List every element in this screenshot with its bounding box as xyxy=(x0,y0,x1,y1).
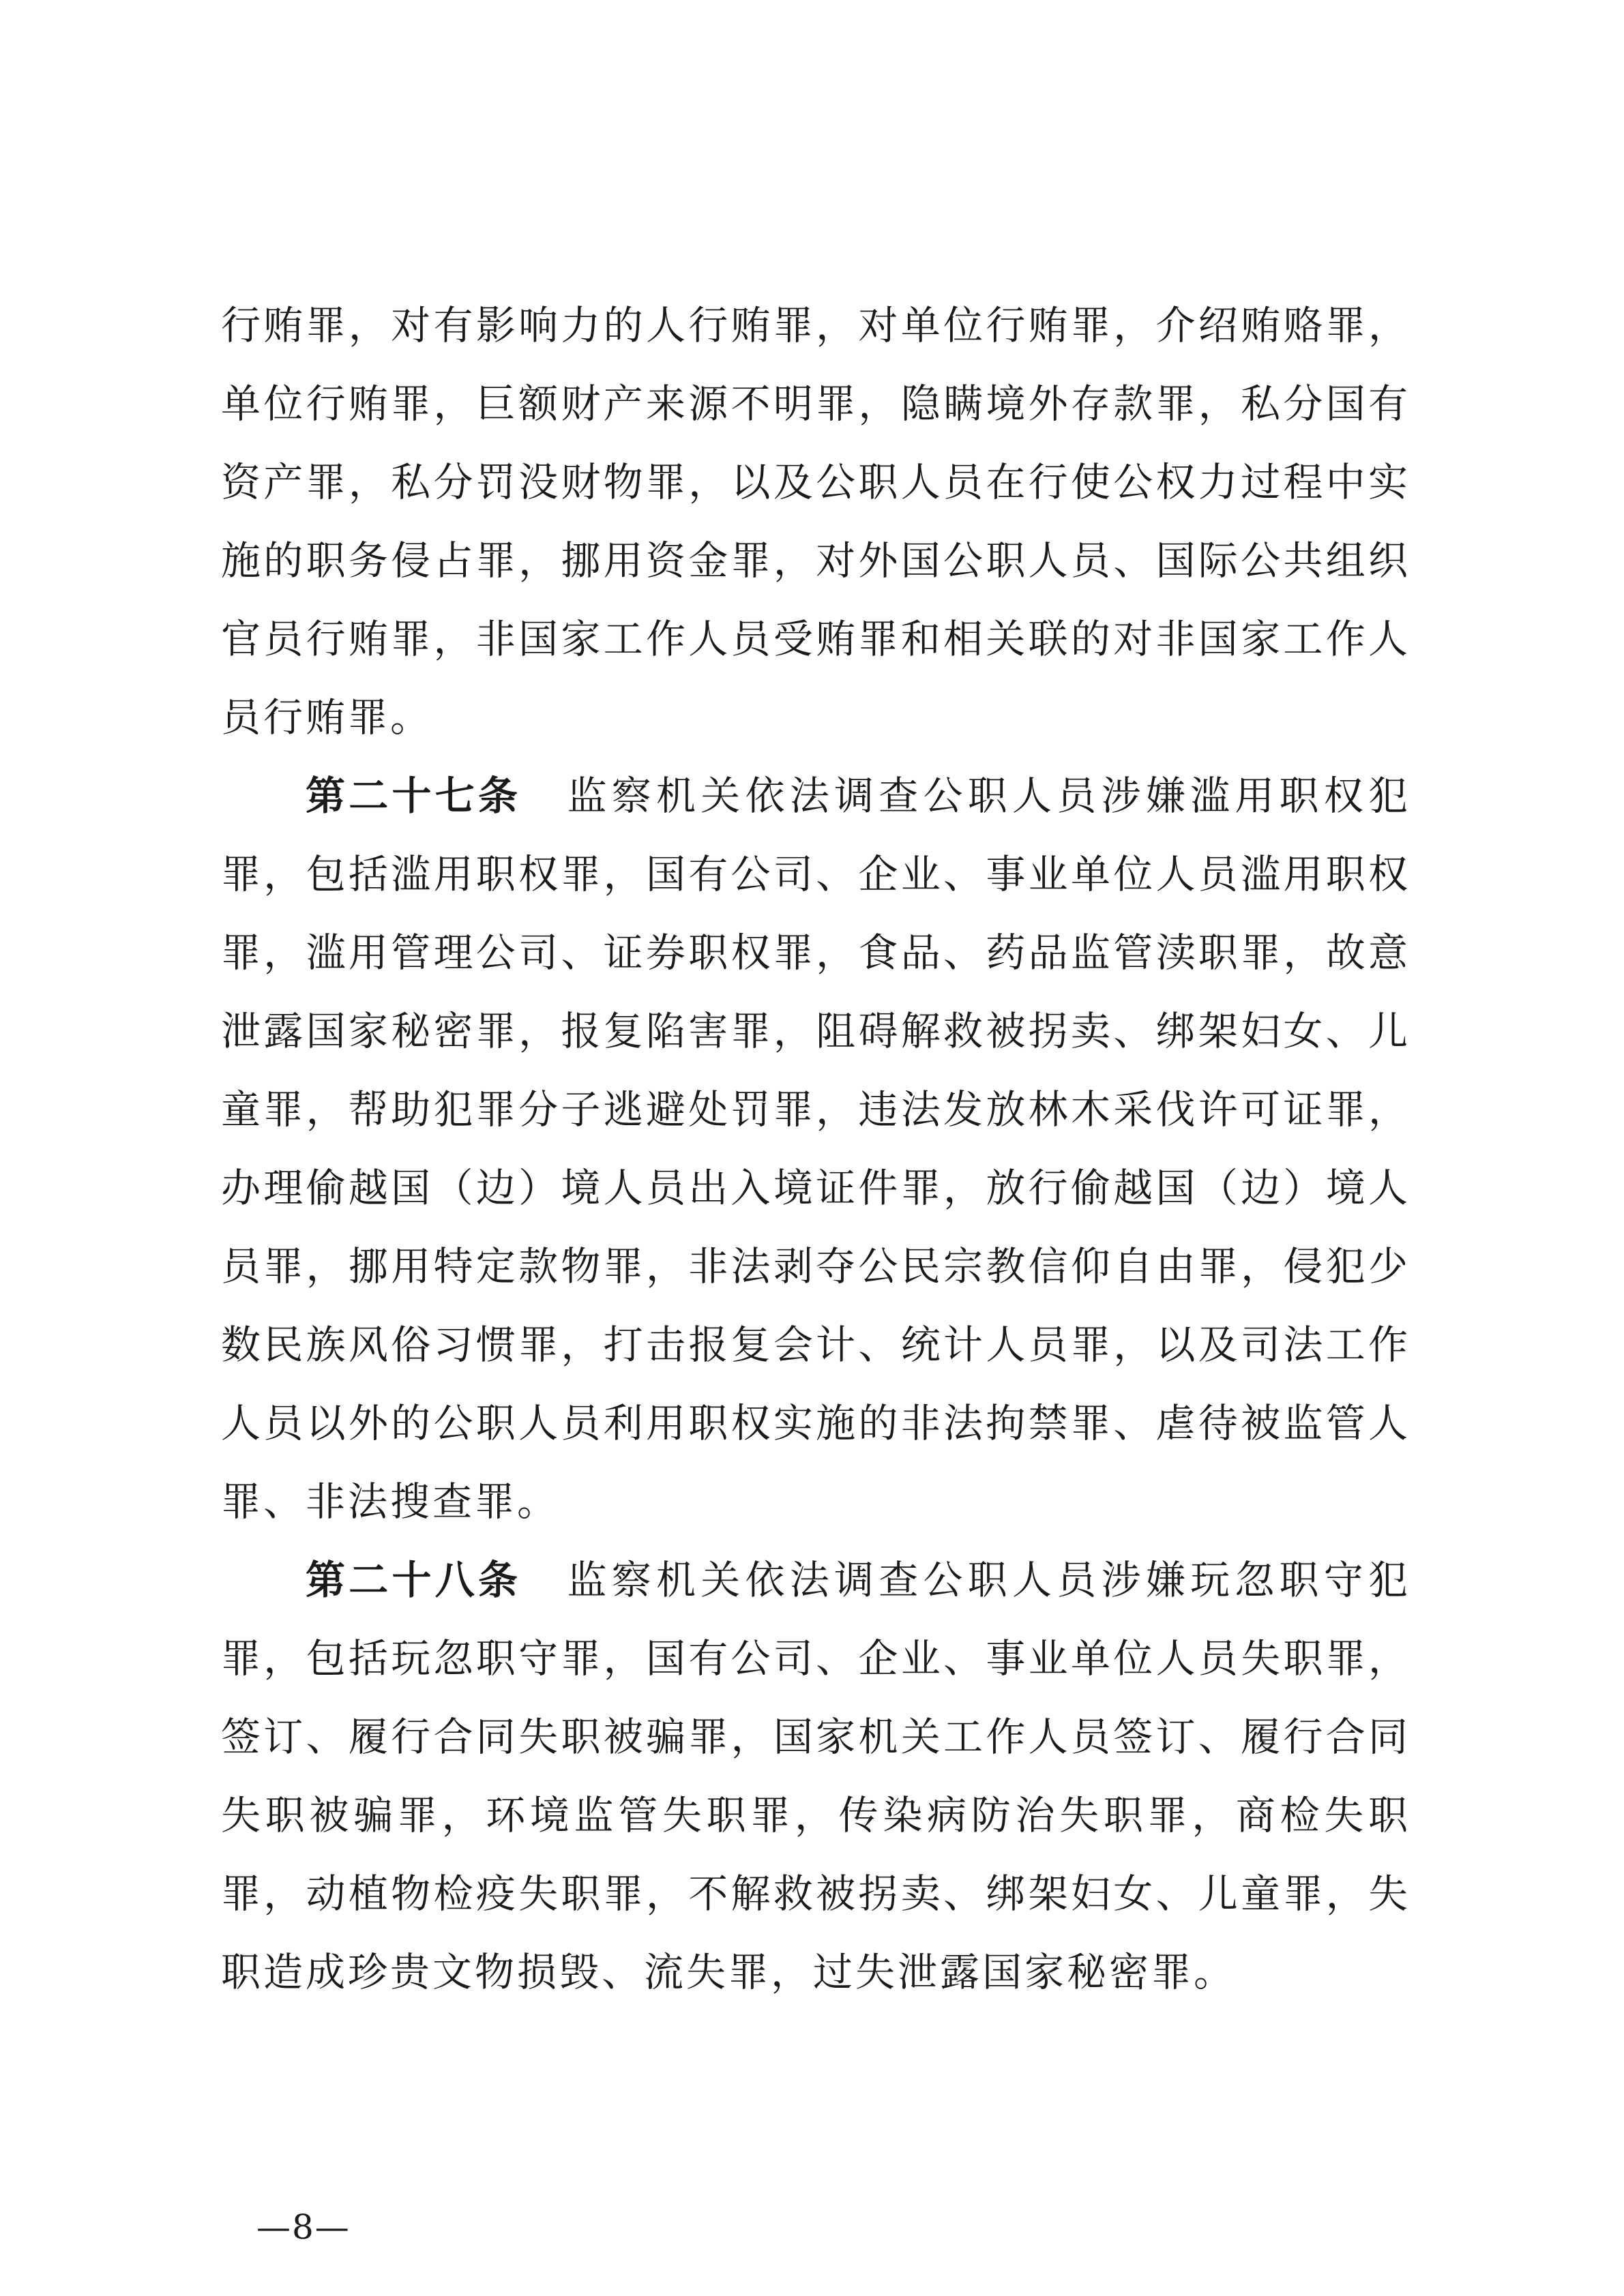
page-number: —8— xyxy=(256,2207,351,2247)
article-28-title: 第二十八条 xyxy=(306,1557,522,1603)
article-28-body: 监察机关依法调查公职人员涉嫌玩忽职守犯罪，包括玩忽职守罪，国有公司、企业、事业单位人员失职罪，签订、履行合同失职被骗罪，国家机关工作人员签订、履行合同失职被骗罪，环境监管失职罪，传染病防治失职罪，商检失职罪，动植物检疫失职罪，不解救被拐卖、绑架妇女、儿童罪，失职造成珍贵文物损毁、流失罪，过失泄露国家秘密罪。 xyxy=(221,1557,1411,1995)
article-27-title: 第二十七条 xyxy=(306,773,522,819)
article-27 xyxy=(221,757,1411,1541)
continued-paragraph: 行贿罪，对有影响力的人行贿罪，对单位行贿罪，介绍贿赂罪，单位行贿罪，巨额财产来源不明罪，隐瞒境外存款罪，私分国有资产罪，私分罚没财物罪，以及公职人员在行使公权力过程中实施的职务侵占罪，挪用资金罪，对外国公职人员、国际公共组织官员行贿罪，非国家工作人员受贿罪和相关联的对非国家工作人员行贿罪。 xyxy=(221,302,1411,741)
article-27-body: 监察机关依法调查公职人员涉嫌滥用职权犯罪，包括滥用职权罪，国有公司、企业、事业单位人员滥用职权罪，滥用管理公司、证券职权罪，食品、药品监管渎职罪，故意泄露国家秘密罪，报复陷害罪，阻碍解救被拐卖、绑架妇女、儿童罪，帮助犯罪分子逃避处罚罪，违法发放林木采伐许可证罪，办理偷越国（边）境人员出入境证件罪，放行偷越国（边）境人员罪，挪用特定款物罪，非法剥夺公民宗教信仰自由罪，侵犯少数民族风俗习惯罪，打击报复会计、统计人员罪，以及司法工作人员以外的公职人员利用职权实施的非法拘禁罪、虐待被监管人罪、非法搜查罪。 xyxy=(221,773,1411,1525)
article-28 xyxy=(221,1541,1411,2012)
document-body xyxy=(221,286,1411,2012)
